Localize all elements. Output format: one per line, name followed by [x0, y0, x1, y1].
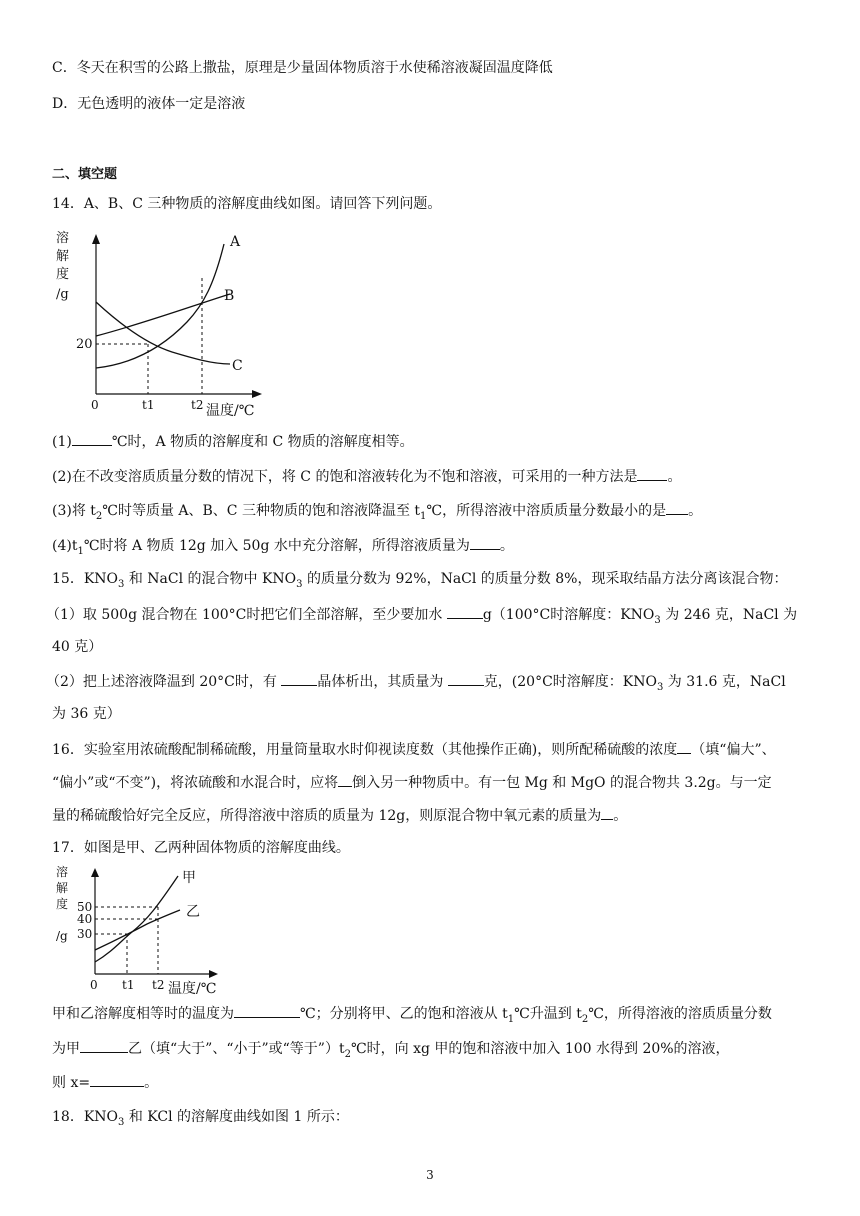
y-axis-arrow [92, 234, 100, 244]
ylabel-char: /g [56, 287, 69, 302]
curve-label-c: C [232, 358, 243, 374]
ytick-label: 50 [77, 900, 93, 914]
question-16-line2: “偏小”或“不变”)，将浓硫酸和水混合时，应将 倒入另一种物质中。有一包 Mg 和 MgO 的混合物共 3.2g。与一定 [52, 772, 772, 793]
page-number: 3 [426, 1168, 434, 1182]
q15-part1: （1）取 500g 混合物在 100°C时把它们全部溶解，至少要加水 g（100°C时溶解度：$KNO_3$ 为 246 克，NaCl 为 [46, 604, 797, 631]
q14-part3: (3)将 $t_2℃$时等质量 A、B、C 三种物质的饱和溶液降温至 $t_1℃$，所得溶液中溶质质量分数最小的是 。 [52, 500, 702, 527]
answer-blank [677, 739, 691, 754]
option-d: D．无色透明的液体一定是溶液 [52, 96, 246, 112]
x-axis-label: 温度/℃ [168, 981, 217, 997]
q17-part2: 为甲 乙（填“大于”、“小于”或“等于$”)t_2℃$时，向 xg 甲的饱和溶液中加入 100 水得到 20%的溶液， [52, 1038, 730, 1065]
q17-part1: 甲和乙溶解度相等时的温度为 ℃；分别将甲、乙的饱和溶液从 $t_1℃$升温到 $t_2℃$，所得溶液的溶质质量分数 [52, 1003, 772, 1030]
q14-part2: (2)在不改变溶质质量分数的情况下，将 C 的饱和溶液转化为不饱和溶液，可采用的一种方法是 。 [52, 466, 681, 487]
question-17: 17．如图是甲、乙两种固体物质的溶解度曲线。 [52, 840, 350, 856]
q17-part3: 则 x= 。 [52, 1072, 158, 1093]
answer-blank [448, 671, 484, 686]
ylabel-char: /g [56, 929, 68, 943]
curve-label-b: B [224, 288, 235, 304]
ylabel-char: 解 [56, 881, 69, 895]
question-18: 18．$KNO_3$ 和 KCl 的溶解度曲线如图 1 所示： [52, 1109, 349, 1128]
q14-part4: $(4)t_1℃$时将 A 物质 12g 加入 50g 水中充分溶解，所得溶液质量为 。 [52, 535, 514, 562]
xtick-label: 0 [90, 978, 98, 992]
curve-yi [95, 910, 180, 950]
answer-blank [637, 466, 667, 481]
option-c: C．冬天在积雪的公路上撒盐，原理是少量固体物质溶于水使稀溶液凝固温度降低 [52, 60, 553, 76]
xtick-label: 0 [91, 398, 99, 412]
ylabel-char: 度 [56, 267, 70, 282]
solubility-figure-jia-yi [52, 862, 232, 998]
question-15: 15．$KNO_3$ 和 NaCl 的混合物中 $KNO_3$ 的质量分数为 92%，NaCl 的质量分数 8%，现采取结晶方法分离该混合物： [52, 571, 788, 590]
answer-blank [338, 772, 352, 787]
ylabel-char: 解 [56, 249, 70, 264]
ytick-label: 30 [77, 927, 93, 941]
answer-blank [72, 431, 112, 446]
xtick-label: t1 [142, 398, 155, 412]
answer-blank [90, 1072, 144, 1087]
y-axis-arrow [91, 868, 99, 877]
xtick-label: t2 [191, 398, 204, 412]
q15-part1-cont: 40 克） [52, 639, 103, 655]
answer-blank [281, 671, 317, 686]
answer-blank [447, 604, 483, 619]
answer-blank [234, 1003, 300, 1018]
q14-part1: (1) ℃时，A 物质的溶解度和 C 物质的溶解度相等。 [52, 431, 414, 452]
answer-blank [470, 535, 500, 550]
question-16-line3: 量的稀硫酸恰好完全反应，所得溶液中溶质的质量为 12g，则原混合物中氧元素的质量为 。 [52, 805, 627, 826]
curve-label-a: A [230, 234, 241, 250]
curve-label-yi: 乙 [186, 904, 200, 920]
ytick-label: 20 [76, 337, 93, 352]
ylabel-char: 溶 [56, 865, 69, 879]
q15-part2: （2）把上述溶液降温到 20°C时，有 晶体析出，其质量为 克，(20°C时溶解度：$KNO_3$ 为 31.6 克，NaCl [46, 671, 786, 698]
curve-a [96, 244, 224, 368]
x-axis-arrow [209, 970, 218, 978]
question-16: 16．实验室用浓硫酸配制稀硫酸，用量筒量取水时仰视读度数（其他操作正确)，则所配稀硫酸的浓度 （填“偏大”、 [52, 739, 776, 760]
x-axis-arrow [252, 390, 262, 398]
question-14: 14．A、B、C 三种物质的溶解度曲线如图。请回答下列问题。 [52, 196, 442, 212]
xtick-label: t1 [122, 978, 135, 992]
ytick-label: 40 [77, 912, 93, 926]
solubility-figure-abc [52, 226, 272, 420]
answer-blank [601, 805, 613, 820]
ylabel-char: 溶 [56, 231, 70, 246]
answer-blank [80, 1038, 128, 1053]
xtick-label: t2 [152, 978, 165, 992]
ylabel-char: 度 [56, 897, 69, 911]
x-axis-label: 温度/℃ [206, 403, 255, 419]
q15-part2-cont: 为 36 克） [52, 706, 121, 722]
curve-b [96, 294, 230, 336]
curve-label-jia: 甲 [182, 870, 196, 886]
section-title: 二、填空题 [52, 167, 118, 182]
curve-c [96, 302, 230, 364]
answer-blank [666, 500, 688, 515]
